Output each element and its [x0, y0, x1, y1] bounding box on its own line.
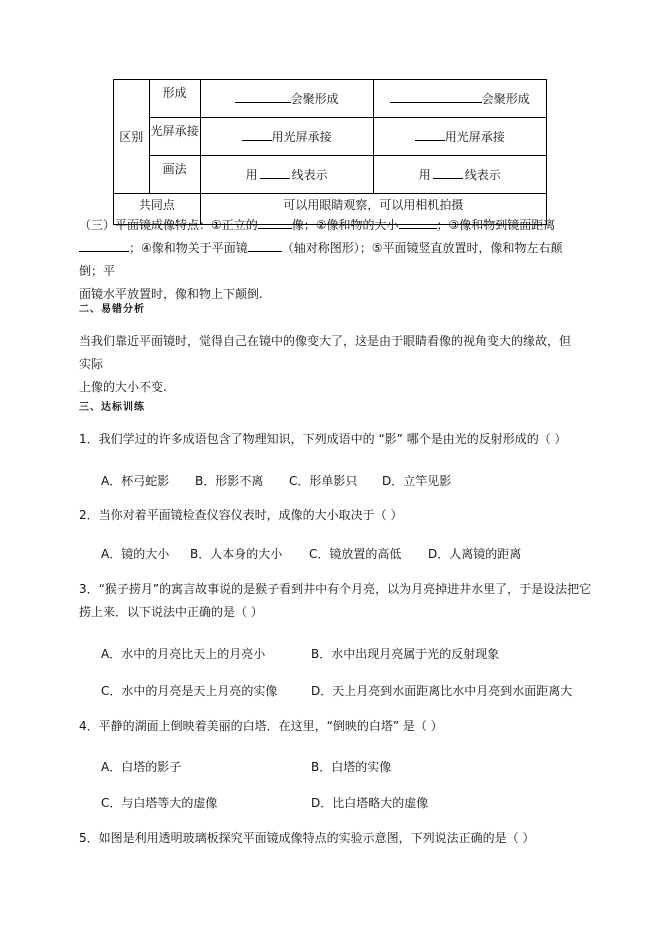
- blank: [260, 166, 290, 179]
- cell-drawing-left: [200, 156, 373, 194]
- cell-text: 用光屏承接: [444, 130, 505, 144]
- question-1-stem: 1．我们学过的许多成语包含了物理知识，下列成语中的 “影” 哪个是由光的反射形成的（ ）: [79, 432, 567, 446]
- question-1-option-c: C．形单影只: [289, 474, 358, 488]
- blank: [258, 216, 292, 229]
- question-4-option-c: C．与白塔等大的虚像: [101, 796, 218, 810]
- cell-screen-right: [373, 118, 546, 156]
- blank: [390, 90, 482, 103]
- common-text: 可以用眼睛观察，可以用相机拍摄: [200, 194, 546, 225]
- blank: [415, 128, 445, 141]
- row-label-formation: 形成: [149, 80, 200, 118]
- cell-text: 用: [418, 168, 431, 182]
- cell-formation-left: [200, 80, 373, 118]
- question-2-option-b: B．人本身的大小: [190, 547, 283, 561]
- cell-text: 线表示: [464, 168, 501, 182]
- cell-formation-right: [373, 80, 546, 118]
- cell-drawing-right: [373, 156, 546, 194]
- question-4-option-a: A．白塔的影子: [101, 760, 182, 774]
- table-row: [114, 156, 547, 194]
- blank: [79, 239, 129, 252]
- question-5-stem: 5．如图是利用透明玻璃板探究平面镜成像特点的实验示意图，下列说法正确的是（ ）: [79, 831, 535, 845]
- question-1-option-d: D．立竿见影: [382, 474, 452, 488]
- cell-text: 会聚形成: [481, 92, 530, 106]
- blank: [399, 216, 437, 229]
- comparison-table: [113, 79, 547, 225]
- question-2-stem: 2．当你对着平面镜检查仪容仪表时，成像的大小取决于（ ）: [79, 508, 403, 522]
- cell-text: 会聚形成: [290, 92, 339, 106]
- cell-text: 线表示: [291, 168, 328, 182]
- blank: [248, 239, 282, 252]
- question-1-option-b: B．形影不离: [195, 474, 264, 488]
- cell-text: 用: [245, 168, 258, 182]
- question-3-stem: 3．“猴子捞月”的寓言故事说的是猴子看到井中有个月亮，以为月亮掉进井水里了，于是设法把它 捞上来．以下说法中正确的是（ ）: [79, 582, 592, 619]
- question-3-option-c: C．水中的月亮是天上月亮的实像: [101, 684, 278, 698]
- error-analysis-text: 当我们靠近平面镜时，觉得自己在镜中的像变大了，这是由于眼睛看像的视角变大的缘故，但实际 上像的大小不变.: [79, 334, 572, 394]
- row-label-screen: 光屏承接: [149, 118, 200, 156]
- question-2-option-a: A．镜的大小: [101, 547, 170, 561]
- part3-line-1: （三）平面镜成像特点：①正立的 像；②像和物的大小 ；③像和物到镜面距离: [79, 218, 556, 232]
- section-title-error-analysis: 二、易错分析: [79, 304, 145, 315]
- table-row: [114, 118, 547, 156]
- question-2-option-c: C．镜放置的高低: [309, 547, 402, 561]
- section-title-practice: 三、达标训练: [79, 402, 145, 413]
- question-2-option-d: D．人离镜的距离: [428, 547, 522, 561]
- question-3-option-b: B．水中出现月亮属于光的反射现象: [311, 647, 500, 661]
- part3-paragraph: [79, 214, 579, 306]
- row-label-drawing: 画法: [149, 156, 200, 194]
- blank: [433, 166, 463, 179]
- part3-line-2: ；④像和物关于平面镜 （轴对称图形）；⑤平面镜竖直放置时，像和物左右颠倒；平: [79, 241, 563, 278]
- cell-text: 用光屏承接: [271, 130, 332, 144]
- question-4-stem: 4．平静的湖面上倒映着美丽的白塔．在这里，“倒映的白塔” 是（ ）: [79, 719, 443, 733]
- question-3-option-d: D．天上月亮到水面距离比水中月亮到水面距离大: [311, 684, 573, 698]
- question-4-option-b: B．白塔的实像: [311, 760, 392, 774]
- question-1-option-a: A．杯弓蛇影: [101, 474, 170, 488]
- cell-screen-left: [200, 118, 373, 156]
- common-label: 共同点: [114, 194, 201, 225]
- question-3-option-a: A．水中的月亮比天上的月亮小: [101, 647, 266, 661]
- part3-line-3: 面镜水平放置时，像和物上下颠倒.: [79, 287, 263, 301]
- group-label: 区别: [114, 80, 150, 194]
- question-4-option-d: D．比白塔略大的虚像: [311, 796, 429, 810]
- blank: [235, 90, 291, 103]
- blank: [242, 128, 272, 141]
- table-row: [114, 80, 547, 118]
